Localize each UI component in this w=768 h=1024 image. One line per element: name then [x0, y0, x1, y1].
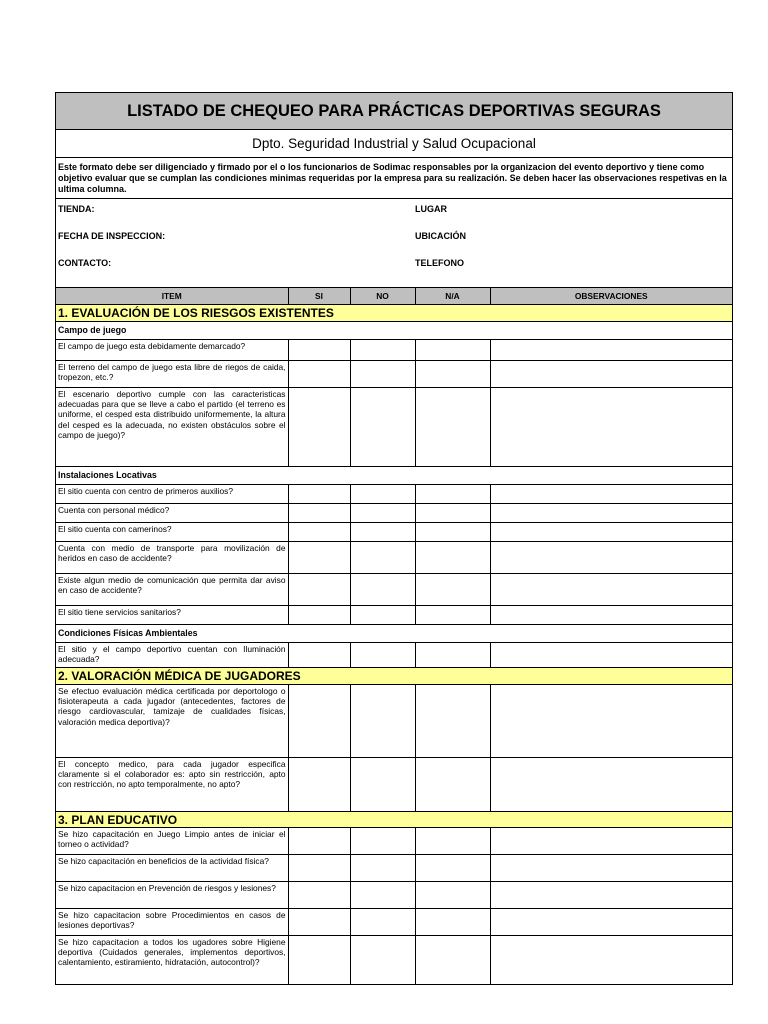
- table-row: [56, 828, 732, 855]
- table-row: [56, 882, 732, 909]
- observaciones-cell[interactable]: [490, 936, 732, 985]
- subsection-title: Condiciones Físicas Ambientales: [56, 625, 732, 643]
- header-observaciones: OBSERVACIONES: [490, 288, 732, 305]
- table-header-row: [56, 288, 732, 305]
- observaciones-cell[interactable]: [490, 485, 732, 504]
- table-row: [56, 606, 732, 625]
- question-cell: Cuenta con personal médico?: [56, 504, 288, 523]
- question-cell: El sitio y el campo deportivo cuentan con Iluminación adecuada?: [56, 643, 288, 668]
- observaciones-cell[interactable]: [490, 523, 732, 542]
- no-cell[interactable]: [350, 523, 415, 542]
- contacto-label: CONTACTO:: [58, 258, 112, 268]
- subsection-row: [56, 625, 732, 643]
- na-cell[interactable]: [415, 361, 490, 388]
- na-cell[interactable]: [415, 523, 490, 542]
- si-cell[interactable]: [288, 909, 350, 936]
- si-cell[interactable]: [288, 643, 350, 668]
- checklist-sheet: [55, 92, 733, 985]
- question-cell: Se hizo capacitación en Juego Limpio antes de iniciar el torneo o actividad?: [56, 828, 288, 855]
- observaciones-cell[interactable]: [490, 685, 732, 758]
- section-row: [56, 812, 732, 828]
- table-row: [56, 909, 732, 936]
- checklist-table: [56, 288, 732, 984]
- header-item: ITEM: [56, 288, 288, 305]
- no-cell[interactable]: [350, 485, 415, 504]
- subsection-title: Instalaciones Locativas: [56, 467, 732, 485]
- no-cell[interactable]: [350, 685, 415, 758]
- si-cell[interactable]: [288, 361, 350, 388]
- na-cell[interactable]: [415, 855, 490, 882]
- observaciones-cell[interactable]: [490, 758, 732, 812]
- question-cell: El terreno del campo de juego esta libre de riegos de caida, tropezon, etc.?: [56, 361, 288, 388]
- na-cell[interactable]: [415, 542, 490, 574]
- si-cell[interactable]: [288, 523, 350, 542]
- si-cell[interactable]: [288, 882, 350, 909]
- no-cell[interactable]: [350, 936, 415, 985]
- si-cell[interactable]: [288, 542, 350, 574]
- na-cell[interactable]: [415, 504, 490, 523]
- header-si: SI: [288, 288, 350, 305]
- table-row: [56, 758, 732, 812]
- tienda-label: TIENDA:: [58, 204, 95, 214]
- table-row: [56, 643, 732, 668]
- table-row: [56, 685, 732, 758]
- si-cell[interactable]: [288, 606, 350, 625]
- lugar-label: LUGAR: [415, 204, 447, 214]
- na-cell[interactable]: [415, 685, 490, 758]
- question-cell: Se hizo capacitación en beneficios de la actividad física?: [56, 855, 288, 882]
- no-cell[interactable]: [350, 882, 415, 909]
- question-cell: Se hizo capacitacion sobre Procedimientos en casos de lesiones deportivas?: [56, 909, 288, 936]
- question-cell: Cuenta con medio de transporte para movilización de heridos en caso de accidente?: [56, 542, 288, 574]
- question-cell: El sitio tiene servicios sanitarios?: [56, 606, 288, 625]
- na-cell[interactable]: [415, 909, 490, 936]
- table-row: [56, 361, 732, 388]
- si-cell[interactable]: [288, 855, 350, 882]
- document-title: LISTADO DE CHEQUEO PARA PRÁCTICAS DEPORTIVAS SEGURAS: [56, 93, 732, 130]
- question-cell: Existe algun medio de comunicación que permita dar aviso en caso de accidente?: [56, 574, 288, 606]
- header-na: N/A: [415, 288, 490, 305]
- na-cell[interactable]: [415, 828, 490, 855]
- no-cell[interactable]: [350, 643, 415, 668]
- no-cell[interactable]: [350, 504, 415, 523]
- observaciones-cell[interactable]: [490, 606, 732, 625]
- question-cell: Se hizo capacitacion a todos los ugadores sobre Higiene deportiva (Cuidados generales, implementos deportivos, calentamiento, estiramiento, hidratación, autocontrol)?: [56, 936, 288, 985]
- si-cell[interactable]: [288, 485, 350, 504]
- observaciones-cell[interactable]: [490, 855, 732, 882]
- na-cell[interactable]: [415, 758, 490, 812]
- subsection-row: [56, 467, 732, 485]
- question-cell: Se hizo capacitacion en Prevención de riesgos y lesiones?: [56, 882, 288, 909]
- no-cell[interactable]: [350, 606, 415, 625]
- no-cell[interactable]: [350, 361, 415, 388]
- table-row: [56, 485, 732, 504]
- section-title: 1. EVALUACIÓN DE LOS RIESGOS EXISTENTES: [56, 305, 732, 322]
- no-cell[interactable]: [350, 828, 415, 855]
- table-row: [56, 523, 732, 542]
- fecha-label: FECHA DE INSPECCION:: [58, 231, 166, 241]
- question-cell: El campo de juego esta debidamente demarcado?: [56, 340, 288, 361]
- intro-text: Este formato debe ser diligenciado y firmado por el o los funcionarios de Sodimac responsables por la organizacion del evento deportivo y tiene como objetivo evaluar que se cumplan las condiciones minimas requeridas por la empresa para su realización. Se deben hacer las observaciones respetivas en la ultima columna.: [56, 158, 732, 199]
- observaciones-cell[interactable]: [490, 882, 732, 909]
- observaciones-cell[interactable]: [490, 340, 732, 361]
- table-row: [56, 504, 732, 523]
- si-cell[interactable]: [288, 340, 350, 361]
- si-cell[interactable]: [288, 758, 350, 812]
- na-cell[interactable]: [415, 882, 490, 909]
- na-cell[interactable]: [415, 340, 490, 361]
- observaciones-cell[interactable]: [490, 504, 732, 523]
- table-row: [56, 936, 732, 985]
- na-cell[interactable]: [415, 388, 490, 467]
- section-title: 3. PLAN EDUCATIVO: [56, 812, 732, 828]
- na-cell[interactable]: [415, 606, 490, 625]
- department-subtitle: Dpto. Seguridad Industrial y Salud Ocupacional: [56, 130, 732, 158]
- section-row: [56, 305, 732, 322]
- na-cell[interactable]: [415, 485, 490, 504]
- no-cell[interactable]: [350, 909, 415, 936]
- table-row: [56, 388, 732, 467]
- si-cell[interactable]: [288, 828, 350, 855]
- question-cell: El escenario deportivo cumple con las caracteristicas adecuadas para que se lleve a cabo el partido (el terreno es uniforme, el cesped esta distribuido uniformemente, la altura del cesped es la adecuada, no existen obstáculos sobre el campo de juego)?: [56, 388, 288, 467]
- observaciones-cell[interactable]: [490, 361, 732, 388]
- observaciones-cell[interactable]: [490, 643, 732, 668]
- na-cell[interactable]: [415, 574, 490, 606]
- header-no: NO: [350, 288, 415, 305]
- subsection-row: [56, 322, 732, 340]
- na-cell[interactable]: [415, 936, 490, 985]
- na-cell[interactable]: [415, 643, 490, 668]
- no-cell[interactable]: [350, 758, 415, 812]
- table-row: [56, 574, 732, 606]
- no-cell[interactable]: [350, 340, 415, 361]
- question-cell: El sitio cuenta con centro de primeros auxilios?: [56, 485, 288, 504]
- no-cell[interactable]: [350, 542, 415, 574]
- si-cell[interactable]: [288, 685, 350, 758]
- section-title: 2. VALORACIÓN MÉDICA DE JUGADORES: [56, 668, 732, 685]
- telefono-label: TELEFONO: [415, 258, 464, 268]
- observaciones-cell[interactable]: [490, 388, 732, 467]
- observaciones-cell[interactable]: [490, 909, 732, 936]
- question-cell: El concepto medico, para cada jugador especifica claramente si el colaborador es: apto sin restricción, apto con restricción, no apto temporalmente, no apto?: [56, 758, 288, 812]
- no-cell[interactable]: [350, 855, 415, 882]
- observaciones-cell[interactable]: [490, 542, 732, 574]
- no-cell[interactable]: [350, 388, 415, 467]
- no-cell[interactable]: [350, 574, 415, 606]
- ubicacion-label: UBICACIÓN: [415, 231, 466, 241]
- si-cell[interactable]: [288, 504, 350, 523]
- table-row: [56, 855, 732, 882]
- info-block: [56, 199, 732, 288]
- table-row: [56, 340, 732, 361]
- observaciones-cell[interactable]: [490, 574, 732, 606]
- observaciones-cell[interactable]: [490, 828, 732, 855]
- si-cell[interactable]: [288, 936, 350, 985]
- section-row: [56, 668, 732, 685]
- table-row: [56, 542, 732, 574]
- si-cell[interactable]: [288, 388, 350, 467]
- question-cell: Se efectuo evaluación médica certificada por deportologo o fisioterapeuta a cada jugador (antecedentes, factores de riesgo cardiovascular, tamizaje de cualidades físicas, valoración medica deportiva)?: [56, 685, 288, 758]
- subsection-title: Campo de juego: [56, 322, 732, 340]
- si-cell[interactable]: [288, 574, 350, 606]
- question-cell: El sitio cuenta con camerinos?: [56, 523, 288, 542]
